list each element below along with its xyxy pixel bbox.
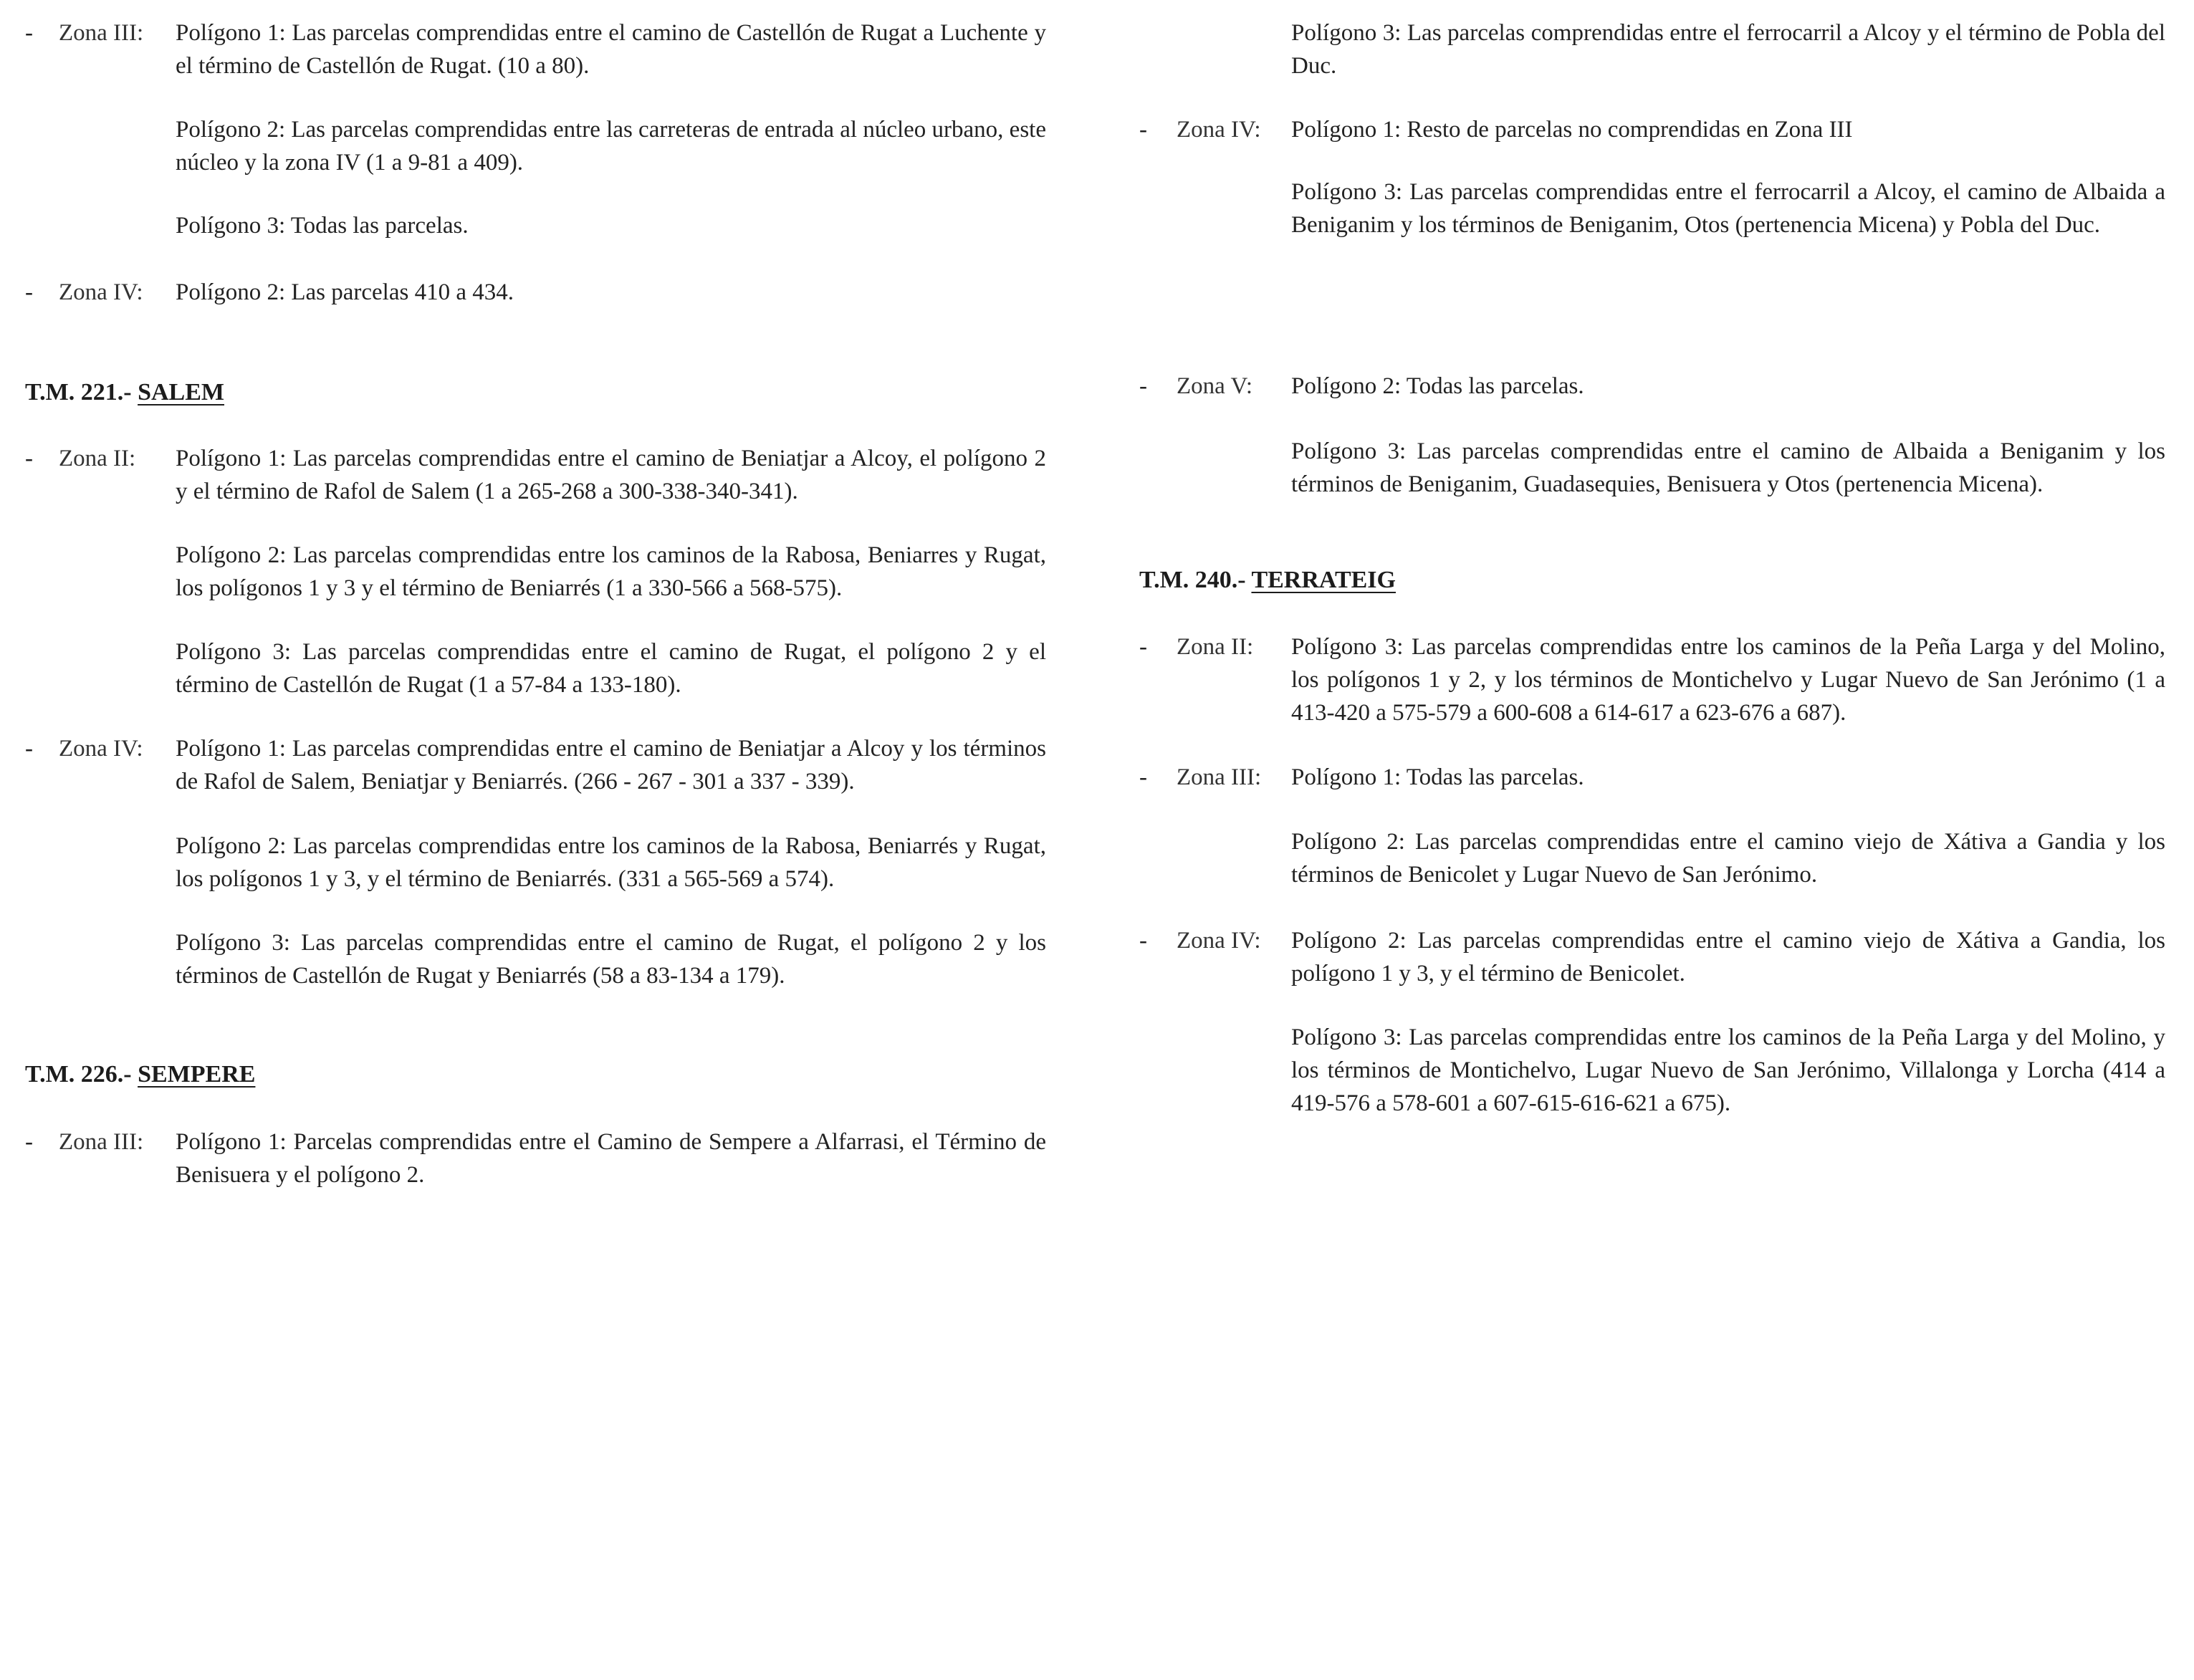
parcel-paragraph: Polígono 3: Las parcelas comprendidas entre los caminos de la Peña Larga y del Molino, los polígonos 1 y 2, y los términos de Montichelvo y Lugar Nuevo de San Jerónimo (1 a 413-420 a 575-579 a 600-608 a 614-617 a 623-676 a 687).: [1291, 634, 2165, 726]
parcel-paragraph: Polígono 1: Las parcelas comprendidas entre el camino de Castellón de Rugat a Luchente y el término de Castellón de Rugat. (10 a 80).: [176, 20, 1046, 79]
zone-label: Zona V:: [1177, 373, 1253, 399]
list-dash: -: [25, 736, 33, 762]
zone-label: Zona II:: [59, 446, 136, 471]
section-heading-salem: [25, 376, 224, 409]
parcel-paragraph: Polígono 2: Las parcelas comprendidas entre los caminos de la Rabosa, Beniarrés y Rugat, los polígonos 1 y 3, y el término de Beniarrés. (331 a 565-569 a 574).: [176, 833, 1046, 892]
zone-label: Zona III:: [1177, 764, 1262, 790]
parcel-paragraph: Polígono 3: Las parcelas comprendidas entre el camino de Albaida a Beniganim y los términos de Beniganim, Guadasequies, Benisuera y Otos (pertenencia Micena).: [1291, 438, 2165, 497]
heading-prefix: T.M. 221.-: [25, 379, 138, 405]
list-dash: -: [1139, 117, 1147, 143]
heading-name: SALEM: [138, 379, 224, 405]
parcel-paragraph: Polígono 2: Las parcelas comprendidas entre el camino viejo de Xátiva a Gandia y los términos de Benicolet y Lugar Nuevo de San Jerónimo.: [1291, 829, 2165, 888]
parcel-paragraph: Polígono 3: Las parcelas comprendidas entre los caminos de la Peña Larga y del Molino, y los términos de Montichelvo, Lugar Nuevo de San Jerónimo, Villalonga y Lorcha (414 a 419-576 a 578-601 a 607-615-616-621 a 675).: [1291, 1024, 2165, 1116]
list-dash: -: [1139, 764, 1147, 790]
parcel-paragraph: Polígono 1: Las parcelas comprendidas entre el camino de Beniatjar a Alcoy y los términos de Rafol de Salem, Beniatjar y Beniarrés. (266 - 267 - 301 a 337 - 339).: [176, 736, 1046, 795]
parcel-paragraph: Polígono 1: Resto de parcelas no comprendidas en Zona III: [1291, 117, 1853, 143]
parcel-paragraph: Polígono 2: Las parcelas comprendidas entre el camino viejo de Xátiva a Gandia, los polígono 1 y 3, y el término de Benicolet.: [1291, 928, 2165, 987]
section-heading-sempere: [25, 1058, 255, 1091]
zone-label: Zona IV:: [1177, 928, 1261, 954]
parcel-paragraph: Polígono 2: Las parcelas 410 a 434.: [176, 279, 514, 305]
zone-label: Zona IV:: [59, 736, 143, 762]
list-dash: -: [25, 279, 33, 305]
zone-label: Zona III:: [59, 20, 144, 46]
parcel-paragraph: Polígono 3: Las parcelas comprendidas entre el ferrocarril a Alcoy, el camino de Albaida a Beniganim y los términos de Beniganim, Otos (pertenencia Micena) y Pobla del Duc.: [1291, 179, 2165, 238]
list-dash: -: [25, 446, 33, 471]
parcel-paragraph: Polígono 2: Todas las parcelas.: [1291, 373, 1584, 399]
parcel-paragraph: Polígono 1: Las parcelas comprendidas entre el camino de Beniatjar a Alcoy, el polígono 2 y el término de Rafol de Salem (1 a 265-268 a 300-338-340-341).: [176, 446, 1046, 504]
parcel-paragraph: Polígono 2: Las parcelas comprendidas entre las carreteras de entrada al núcleo urbano, este núcleo y la zona IV (1 a 9-81 a 409).: [176, 117, 1046, 176]
list-dash: -: [1139, 373, 1147, 399]
list-dash: -: [25, 1129, 33, 1155]
list-dash: -: [1139, 634, 1147, 660]
list-dash: -: [1139, 928, 1147, 954]
heading-prefix: T.M. 226.-: [25, 1061, 138, 1088]
heading-name: TERRATEIG: [1251, 567, 1396, 593]
zone-label: Zona II:: [1177, 634, 1254, 660]
zone-label: Zona III:: [59, 1129, 144, 1155]
heading-prefix: T.M. 240.-: [1139, 567, 1252, 593]
parcel-paragraph: Polígono 2: Las parcelas comprendidas entre los caminos de la Rabosa, Beniarres y Rugat, los polígonos 1 y 3 y el término de Beniarrés (1 a 330-566 a 568-575).: [176, 542, 1046, 601]
list-dash: -: [25, 20, 33, 46]
parcel-paragraph: Polígono 1: Parcelas comprendidas entre el Camino de Sempere a Alfarrasi, el Término de Benisuera y el polígono 2.: [176, 1129, 1046, 1188]
parcel-paragraph: Polígono 1: Todas las parcelas.: [1291, 764, 1584, 790]
section-heading-terrateig: [1139, 564, 1396, 597]
heading-name: SEMPERE: [138, 1061, 256, 1088]
parcel-paragraph: Polígono 3: Las parcelas comprendidas entre el camino de Rugat, el polígono 2 y los términos de Castellón de Rugat y Beniarrés (58 a 83-134 a 179).: [176, 930, 1046, 989]
zone-label: Zona IV:: [1177, 117, 1261, 143]
zone-label: Zona IV:: [59, 279, 143, 305]
parcel-paragraph: Polígono 3: Todas las parcelas.: [176, 213, 469, 239]
parcel-paragraph: Polígono 3: Las parcelas comprendidas entre el camino de Rugat, el polígono 2 y el término de Castellón de Rugat (1 a 57-84 a 133-180).: [176, 639, 1046, 698]
parcel-paragraph: Polígono 3: Las parcelas comprendidas entre el ferrocarril a Alcoy y el término de Pobla del Duc.: [1291, 20, 2165, 79]
